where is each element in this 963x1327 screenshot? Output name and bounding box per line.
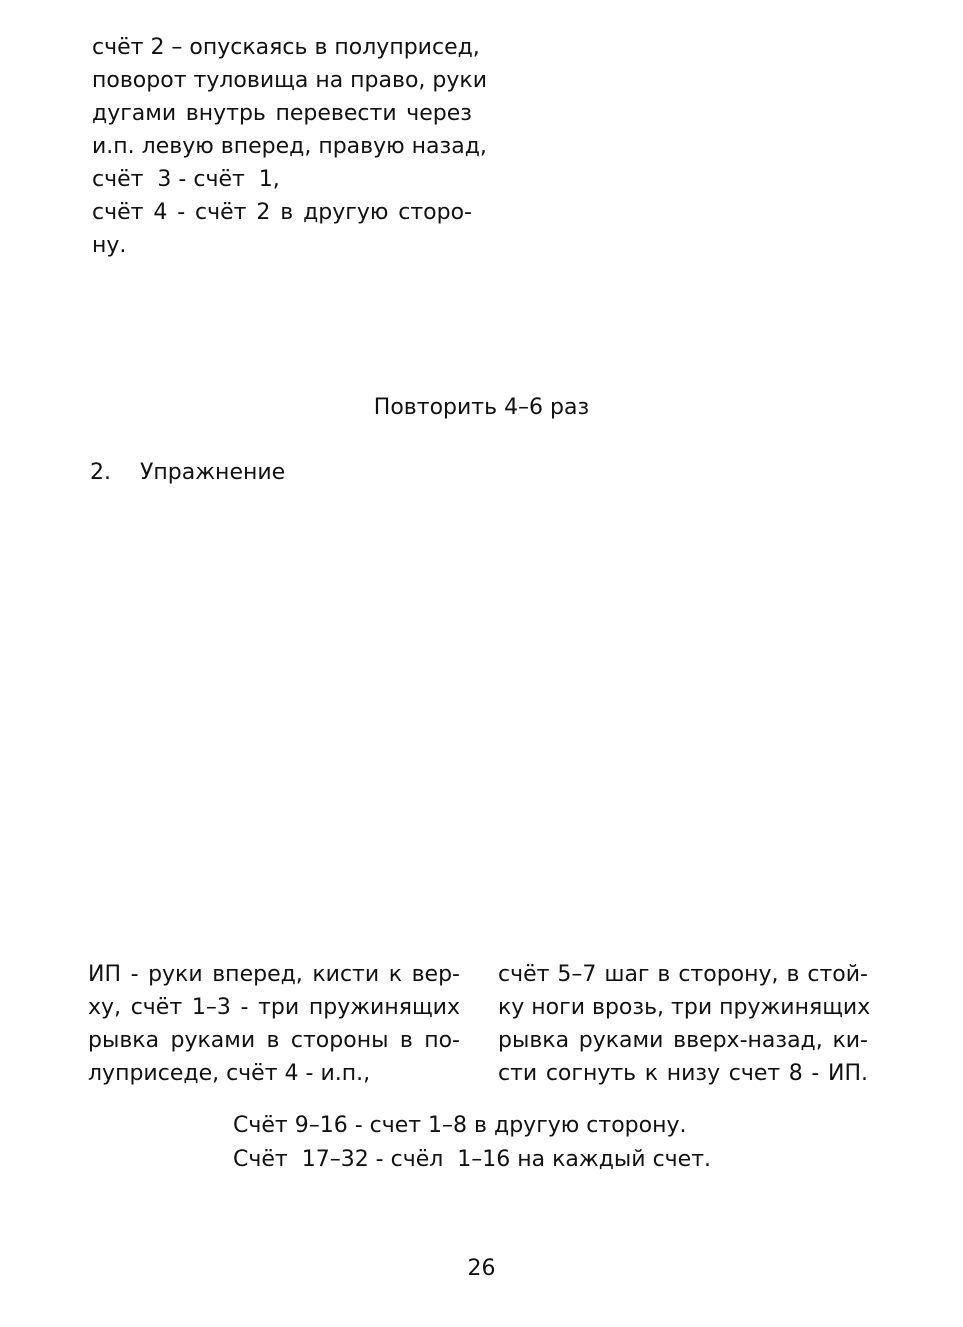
text-line: Счёт 17–32 - счёл 1–16 на каждый счет. — [233, 1147, 712, 1172]
text-line: ну. — [92, 233, 127, 258]
text-line: рывка руками вверх-назад, ки- — [498, 1028, 868, 1053]
text-line: ху, счёт 1–3 - три пружинящих — [88, 995, 460, 1020]
text-line: сти согнуть к низу счет 8 - ИП. — [498, 1061, 868, 1086]
text-line: ку ноги врозь, три пружинящих — [498, 995, 871, 1020]
section-title: Упражнение — [140, 460, 286, 485]
text-line: поворот туловища на право, руки — [92, 68, 487, 93]
text-line: счёт 5–7 шаг в сторону, в стой- — [498, 962, 868, 987]
page-number: 26 — [467, 1256, 496, 1281]
text-line: счёт 4 - счёт 2 в другую сторо- — [92, 200, 472, 225]
text-line: дугами внутрь перевести через — [92, 101, 472, 126]
text-line: ИП - руки вперед, кисти к вер- — [88, 962, 460, 987]
text-line: Счёт 9–16 - счет 1–8 в другую сторону. — [233, 1113, 687, 1138]
repeat-label: Повторить 4–6 раз — [373, 395, 590, 420]
text-line: рывка руками в стороны в по- — [88, 1028, 460, 1053]
section-number: 2. — [90, 460, 111, 485]
text-line: счёт 2 – опускаясь в полуприсед, — [92, 35, 480, 60]
text-line: луприседе, счёт 4 - и.п., — [88, 1061, 371, 1086]
text-line: и.п. левую вперед, правую назад, — [92, 134, 487, 159]
text-line: счёт 3 - счёт 1, — [92, 167, 280, 192]
